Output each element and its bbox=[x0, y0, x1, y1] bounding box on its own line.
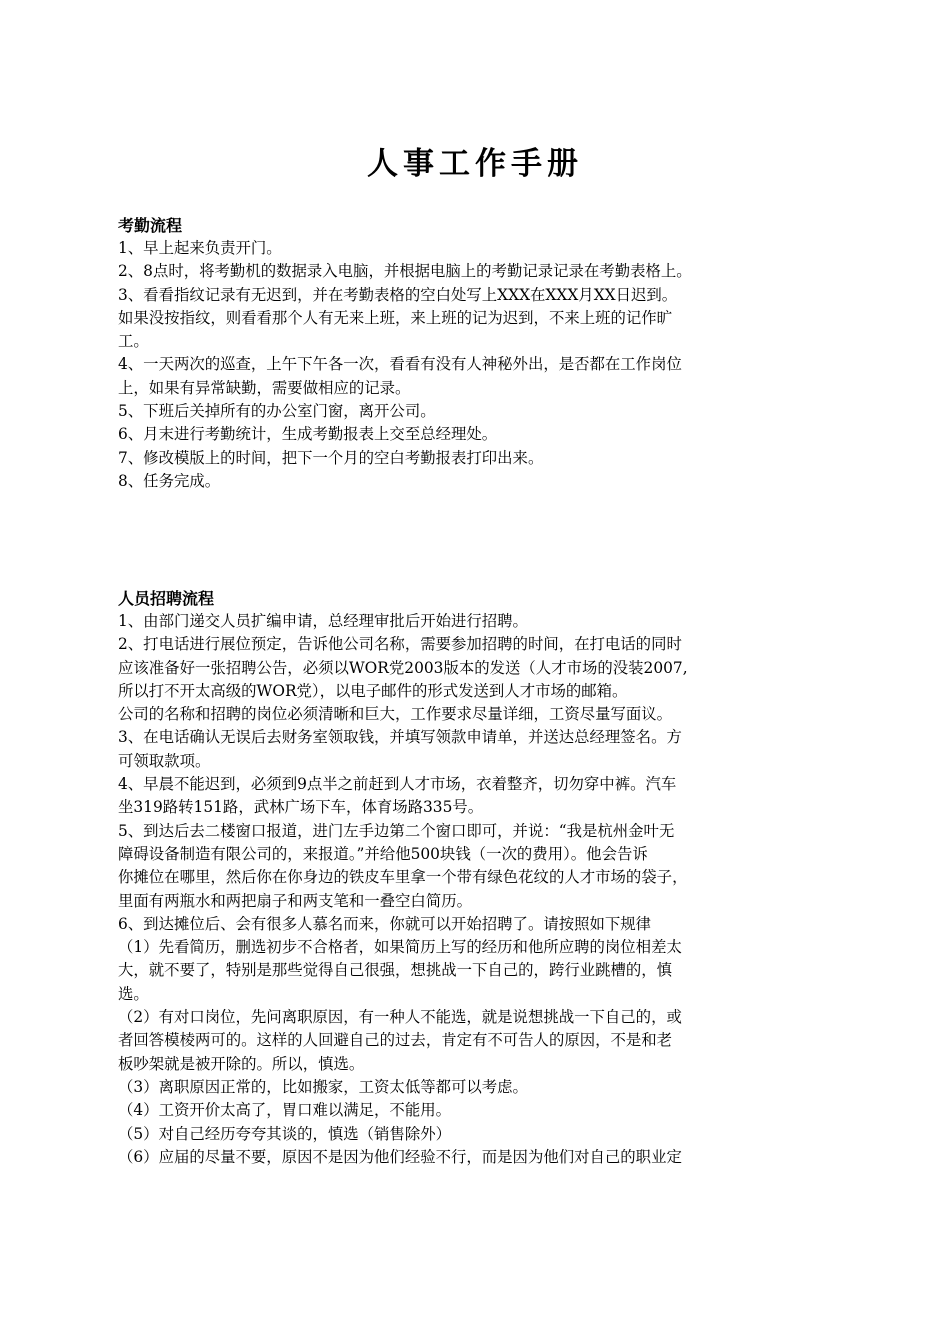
recruitment-line: （1）先看简历，删选初步不合格者，如果简历上写的经历和他所应聘的岗位相差太 bbox=[118, 938, 682, 957]
recruitment-line: 坐319路转151路，武林广场下车，体育场路335号。 bbox=[118, 798, 484, 817]
recruitment-line: 可领取款项。 bbox=[118, 751, 211, 770]
attendance-line: 工。 bbox=[118, 332, 149, 351]
recruitment-line: 应该准备好一张招聘公告，必须以WOR党2003版本的发送（人才市场的没装2007, bbox=[118, 658, 688, 677]
recruitment-line: 选。 bbox=[118, 984, 149, 1003]
attendance-line: 1、早上起来负责开门。 bbox=[118, 239, 282, 257]
recruitment-line: 板吵架就是被开除的。所以，慎选。 bbox=[118, 1054, 365, 1073]
attendance-line: 6、月末进行考勤统计，生成考勤报表上交至总经理处。 bbox=[118, 425, 498, 444]
recruitment-heading: 人员招聘流程 bbox=[118, 589, 215, 608]
recruitment-line: 1、由部门递交人员扩编申请，总经理审批后开始进行招聘。 bbox=[118, 612, 528, 630]
recruitment-line: 6、到达摊位后、会有很多人慕名而来，你就可以开始招聘了。请按照如下规律 bbox=[118, 914, 652, 933]
recruitment-line: 3、在电话确认无误后去财务室领取钱，并填写领款申请单，并送达总经理签名。方 bbox=[118, 728, 682, 747]
recruitment-line: 4、早晨不能迟到，必须到9点半之前赶到人才市场，衣着整齐，切勿穿中裤。汽车 bbox=[118, 775, 677, 794]
recruitment-line: 所以打不开太高级的WOR党），以电子邮件的形式发送到人才市场的邮箱。 bbox=[118, 681, 628, 700]
attendance-body bbox=[118, 237, 832, 493]
recruitment-body bbox=[118, 610, 832, 1169]
recruitment-line: 5、到达后去二楼窗口报道，进门左手边第二个窗口即可，并说：“我是杭州金叶无 bbox=[118, 821, 675, 840]
recruitment-line: （5）对自己经历夸夸其谈的，慎选（销售除外） bbox=[118, 1124, 451, 1143]
document-title: 人事工作手册 bbox=[367, 146, 583, 182]
recruitment-section bbox=[118, 587, 832, 1169]
attendance-heading: 考勤流程 bbox=[118, 216, 183, 235]
recruitment-line: 2、打电话进行展位预定，告诉他公司名称，需要参加招聘的时间，在打电话的同时 bbox=[118, 635, 682, 654]
recruitment-line: 里面有两瓶水和两把扇子和两支笔和一叠空白简历。 bbox=[118, 891, 472, 910]
attendance-section bbox=[118, 214, 832, 493]
recruitment-line: （6）应届的尽量不要，原因不是因为他们经验不行，而是因为他们对自己的职业定 bbox=[118, 1147, 682, 1166]
attendance-line: 如果没按指纹，则看看那个人有无来上班，来上班的记为迟到，不来上班的记作旷 bbox=[118, 308, 673, 327]
recruitment-line: （4）工资开价太高了，胃口难以满足，不能用。 bbox=[118, 1101, 451, 1120]
recruitment-line: 障碍设备制造有限公司的，来报道。”并给他500块钱（一次的费用）。他会告诉 bbox=[118, 844, 648, 863]
recruitment-line: 大，就不要了，特别是那些觉得自己很强，想挑战一下自己的，跨行业跳槽的，慎 bbox=[118, 961, 673, 980]
attendance-line: 2、8点时，将考勤机的数据录入电脑，并根据电脑上的考勤记录记录在考勤表格上。 bbox=[118, 262, 692, 281]
attendance-line: 5、下班后关掉所有的办公室门窗，离开公司。 bbox=[118, 402, 436, 421]
attendance-line: 3、看看指纹记录有无迟到，并在考勤表格的空白处写上XXX在XXX月XX日迟到。 bbox=[118, 285, 678, 304]
attendance-line: 8、任务完成。 bbox=[118, 471, 221, 490]
recruitment-line: 者回答模棱两可的。这样的人回避自己的过去，肯定有不可告人的原因，不是和老 bbox=[118, 1031, 673, 1050]
recruitment-line: 公司的名称和招聘的岗位必须清晰和巨大，工作要求尽量详细，工资尽量写面议。 bbox=[118, 705, 673, 724]
attendance-line: 上，如果有异常缺勤，需要做相应的记录。 bbox=[118, 378, 411, 397]
attendance-line: 4、一天两次的巡查，上午下午各一次，看看有没有人神秘外出，是否都在工作岗位 bbox=[118, 355, 682, 374]
recruitment-line: （3）离职原因正常的，比如搬家，工资太低等都可以考虑。 bbox=[118, 1077, 528, 1096]
recruitment-line: （2）有对口岗位，先问离职原因，有一种人不能选，就是说想挑战一下自己的，或 bbox=[118, 1008, 682, 1027]
recruitment-line: 你摊位在哪里，然后你在你身边的铁皮车里拿一个带有绿色花纹的人才市场的袋子， bbox=[118, 868, 688, 887]
attendance-line: 7、修改模版上的时间，把下一个月的空白考勤报表打印出来。 bbox=[118, 448, 544, 467]
